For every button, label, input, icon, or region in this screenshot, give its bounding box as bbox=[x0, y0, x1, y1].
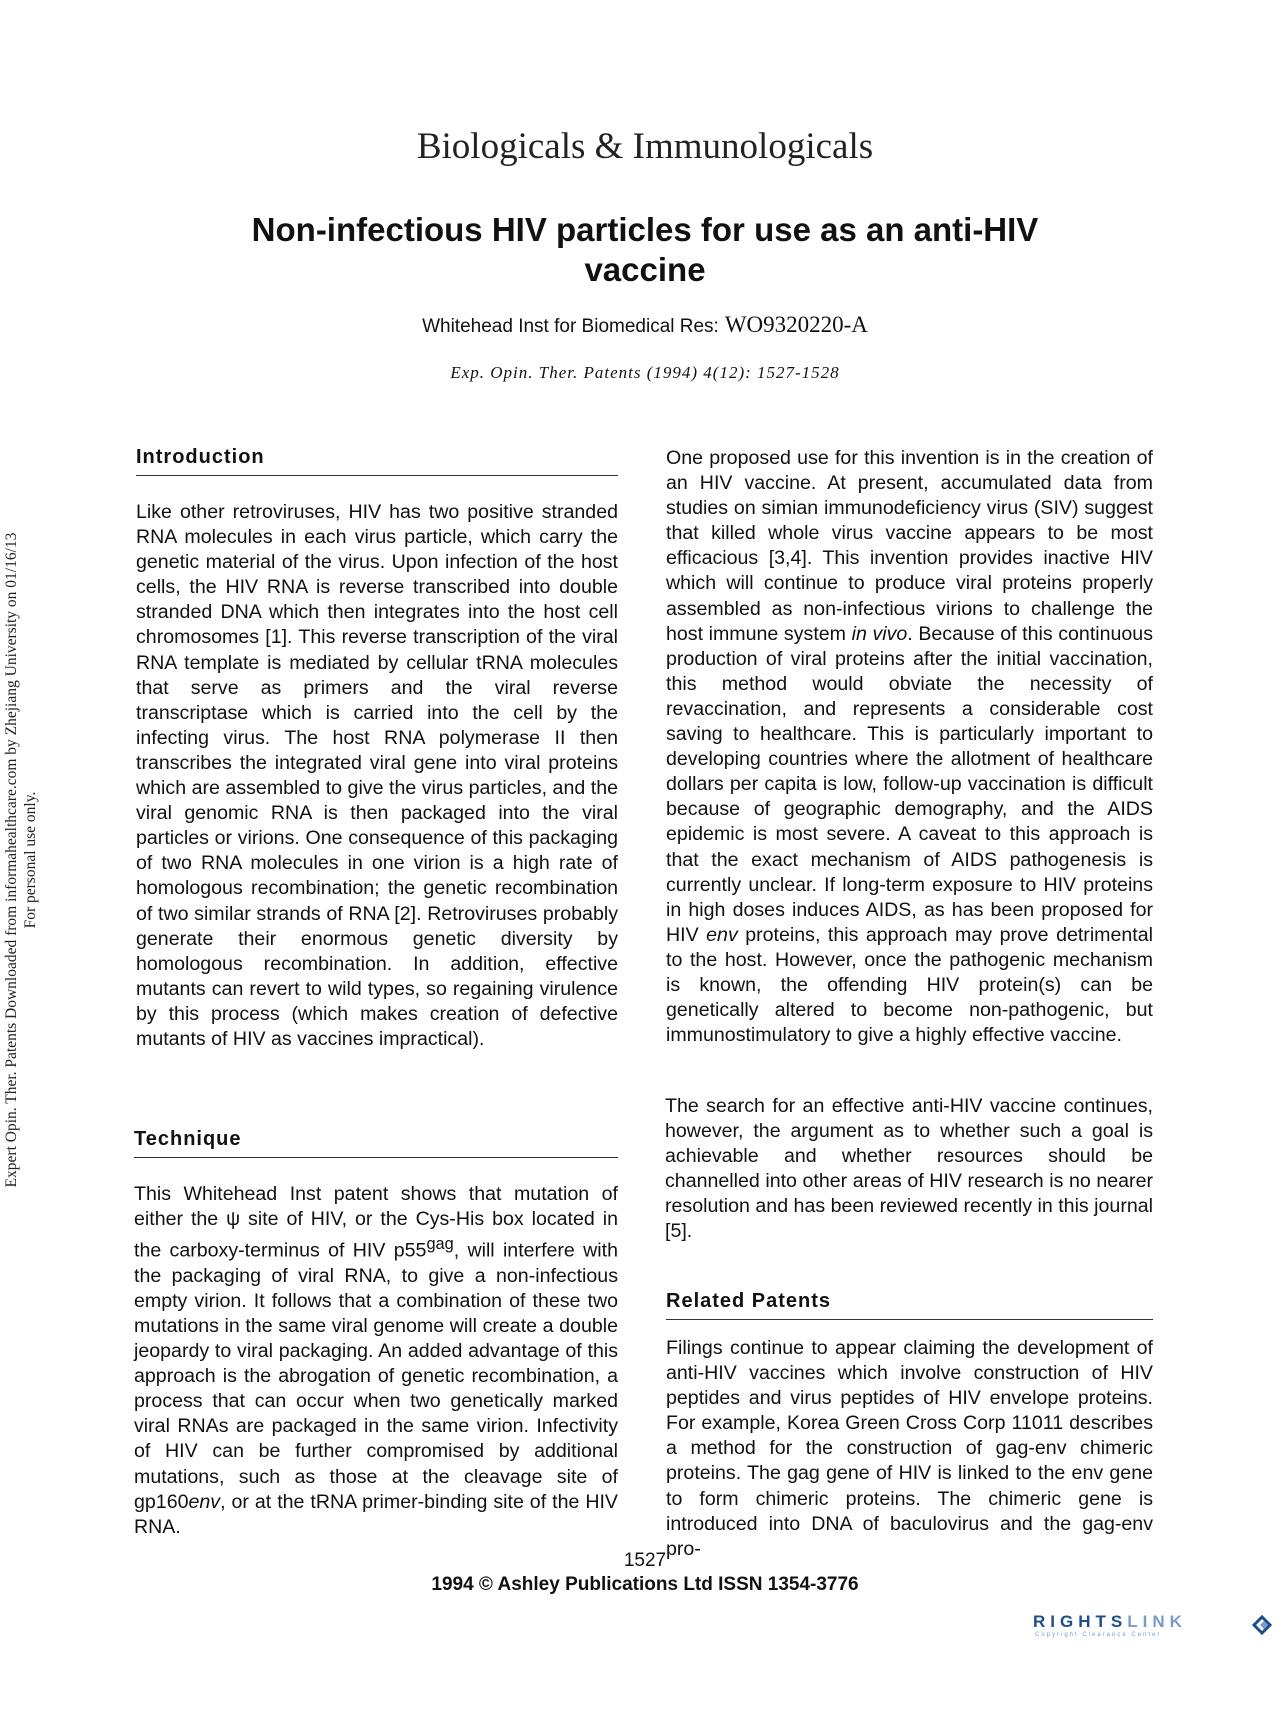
vaccine-search-paragraph: The search for an effective anti-HIV vaccine continues, however, the argument as to whether such a goal is achievable and whether resources should be channelled into other areas of HIV research is no nearer resolution and has been reviewed recently in this journal [5]. bbox=[665, 1095, 1153, 1243]
vaccine-search-body bbox=[665, 1094, 1153, 1245]
vaccine-text-3: proteins, this approach may prove detrimental to the host. However, once the pathogenic mechanism is known, the offending HIV protein(s) can be genetically altered to become non-pathogenic, but immunostimulatory to give a highly effective vaccine. bbox=[666, 923, 1153, 1047]
rightslink-wordmark bbox=[1033, 1612, 1273, 1632]
related-patents-paragraph: Filings continue to appear claiming the development of anti-HIV vaccines which involve construction of HIV peptides and virus peptides of HIV envelope proteins. For example, Korea Green Cross Corp 11011 describes a method for the construction of gag-env chimeric proteins. The gag gene of HIV is linked to the env gene to form chimeric proteins. The chimeric gene is introduced into DNA of baculovirus and the gag-env pro- bbox=[666, 1337, 1153, 1560]
journal-section-label: Biologicals & Immunologicals bbox=[416, 126, 874, 167]
technique-text-1: This Whitehead Inst patent shows that mutation of either the ψ site of HIV, or the Cys-His box located in the carboxy-terminus of HIV p55 bbox=[134, 1183, 618, 1262]
watermark-line-2: For personal use only. bbox=[22, 791, 39, 929]
article-title: Non-infectious HIV particles for use as an anti-HIV vaccine bbox=[251, 211, 1039, 288]
technique-heading: Technique bbox=[134, 1128, 618, 1158]
related-patents-heading: Related Patents bbox=[666, 1290, 1153, 1320]
env-italic: env bbox=[188, 1490, 221, 1513]
introduction-heading: Introduction bbox=[136, 446, 618, 476]
watermark-line-1: Expert Opin. Ther. Patents Downloaded from informahealthcare.com by Zhejiang University on 01/16/13 bbox=[3, 532, 20, 1188]
rightslink-logo bbox=[1033, 1612, 1273, 1652]
download-watermark bbox=[2, 490, 42, 1230]
technique-text-2: , will interfere with the packaging of viral RNA, to give a non-infectious empty virion. It follows that a combination of these two mutations in the same viral genome will create a double jeopardy to viral packaging. An added advantage of this approach is the abrogation of genetic recombination, a process that can occur when two genetically marked viral RNAs are packaged in the same virion. Infectivity of HIV can be further compromised by additional mutations, such as those at the cleavage site of gp160 bbox=[134, 1239, 618, 1513]
journal-citation: Exp. Opin. Ther. Patents (1994) 4(12): 1527-1528 bbox=[450, 363, 840, 382]
copyright-line: 1994 © Ashley Publications Ltd ISSN 1354-3776 bbox=[431, 1574, 859, 1595]
env-italic-2: env bbox=[706, 923, 738, 946]
applicant-name: Whitehead Inst for Biomedical Res: bbox=[422, 316, 719, 337]
applicant-line bbox=[0, 312, 1280, 338]
page-number: 1527 bbox=[623, 1550, 667, 1571]
patent-number: WO9320220-A bbox=[724, 312, 868, 337]
rightslink-word-dark: RIGHTS bbox=[1033, 1612, 1128, 1631]
technique-paragraph bbox=[134, 1182, 618, 1540]
rightslink-word-light: LINK bbox=[1127, 1612, 1187, 1631]
rightslink-subtitle: Copyright Clearance Center bbox=[1035, 1632, 1162, 1638]
related-patents-body bbox=[666, 1336, 1153, 1562]
technique-body bbox=[134, 1182, 618, 1540]
gag-superscript: gag bbox=[426, 1235, 454, 1254]
technique-text-3: , or at the tRNA primer-binding site of the HIV RNA. bbox=[134, 1490, 618, 1538]
rightslink-chevron-icon bbox=[1251, 1614, 1273, 1636]
vaccine-use-paragraph bbox=[666, 446, 1153, 1048]
vaccine-text-2: . Because of this continuous production of viral proteins after the initial vaccination, this method would obviate the necessity of revaccination, and represents a considerable cost saving to healthcare. This is particularly important to developing countries where the allotment of healthcare dollars per capita is low, follow-up vaccination is difficult because of geographic demography, and the AIDS epidemic is most severe. A caveat to this approach is that the exact mechanism of AIDS pathogenesis is currently unclear. If long-term exposure to HIV proteins in high doses induces AIDS, as has been proposed for HIV bbox=[666, 622, 1154, 946]
in-vivo-italic: in vivo bbox=[851, 622, 908, 645]
introduction-paragraph: Like other retroviruses, HIV has two positive stranded RNA molecules in each virus particle, which carry the genetic material of the virus. Upon infection of the host cells, the HIV RNA is reverse transcribed into double stranded DNA which then integrates into the host cell chromosomes [1]. This reverse transcription of the viral RNA template is mediated by cellular tRNA molecules that serve as primers and the viral reverse transcriptase which is carried into the cell by the infecting virus. The host RNA polymerase II then transcribes the integrated viral gene into viral proteins which are assembled to give the virus particles, and the viral genomic RNA is then packaged into the viral particles or virions. One consequence of this packaging of two RNA molecules in one virion is a high rate of homologous recombination; the genetic recombination of two similar strands of RNA [2]. Retroviruses probably generate their enormous genetic diversity by homologous recombination. In addition, effective mutants can revert to wild types, so regaining virulence by this process (which makes creation of defective mutants of HIV as vaccines impractical). bbox=[136, 501, 618, 1050]
vaccine-text-1: One proposed use for this invention is in the creation of an HIV vaccine. At present, accumulated data from studies on simian immunodeficiency virus (SIV) suggest that killed whole virus vaccine appears to be most efficacious [3,4]. This invention provides inactive HIV which will continue to produce viral proteins properly assembled as non-infectious virions to challenge the host immune system bbox=[666, 447, 1153, 645]
vaccine-use-body bbox=[666, 446, 1153, 1048]
introduction-body bbox=[136, 500, 618, 1052]
